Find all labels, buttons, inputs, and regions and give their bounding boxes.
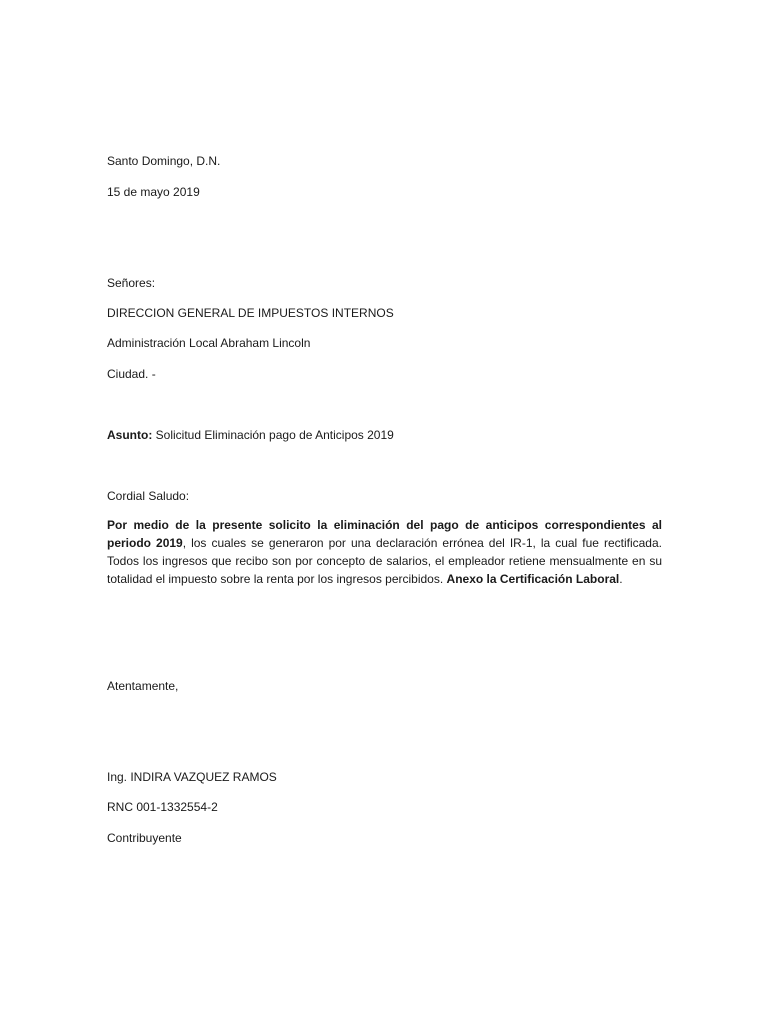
greeting-line: Cordial Saludo: xyxy=(107,489,190,503)
closing-line: Atentamente, xyxy=(107,679,179,693)
signature-name: Ing. INDIRA VAZQUEZ RAMOS xyxy=(107,770,277,784)
subject-text: Solicitud Eliminación pago de Anticipos 2019 xyxy=(152,428,394,442)
recipient-salutation: Señores: xyxy=(107,276,156,290)
recipient-city: Ciudad. - xyxy=(107,367,156,381)
date-line: 15 de mayo 2019 xyxy=(107,185,200,199)
recipient-organization: DIRECCION GENERAL DE IMPUESTOS INTERNOS xyxy=(107,306,394,320)
signature-rnc: RNC 001-1332554-2 xyxy=(107,800,218,814)
body-text: , los cuales se generaron por una declaración errónea del IR-1, la cual fue rectificada. Todos los ingresos que recibo son por concepto de salarios, el empleador retiene mensualmente en su totalidad el impuesto sobre la renta por los ingresos percibidos. xyxy=(107,536,662,586)
body-bold-request: Por medio de la presente solicito la eliminación del pago de anticipos correspondientes al periodo 2019 xyxy=(107,518,662,550)
body-bold-annex: Anexo la Certificación Laboral xyxy=(446,572,620,586)
place-line: Santo Domingo, D.N. xyxy=(107,154,221,168)
recipient-office: Administración Local Abraham Lincoln xyxy=(107,336,311,350)
subject-label: Asunto: xyxy=(107,428,153,442)
body-paragraph xyxy=(107,516,662,588)
subject-line xyxy=(107,427,394,444)
body-end: . xyxy=(619,572,623,586)
signature-role: Contribuyente xyxy=(107,831,182,845)
